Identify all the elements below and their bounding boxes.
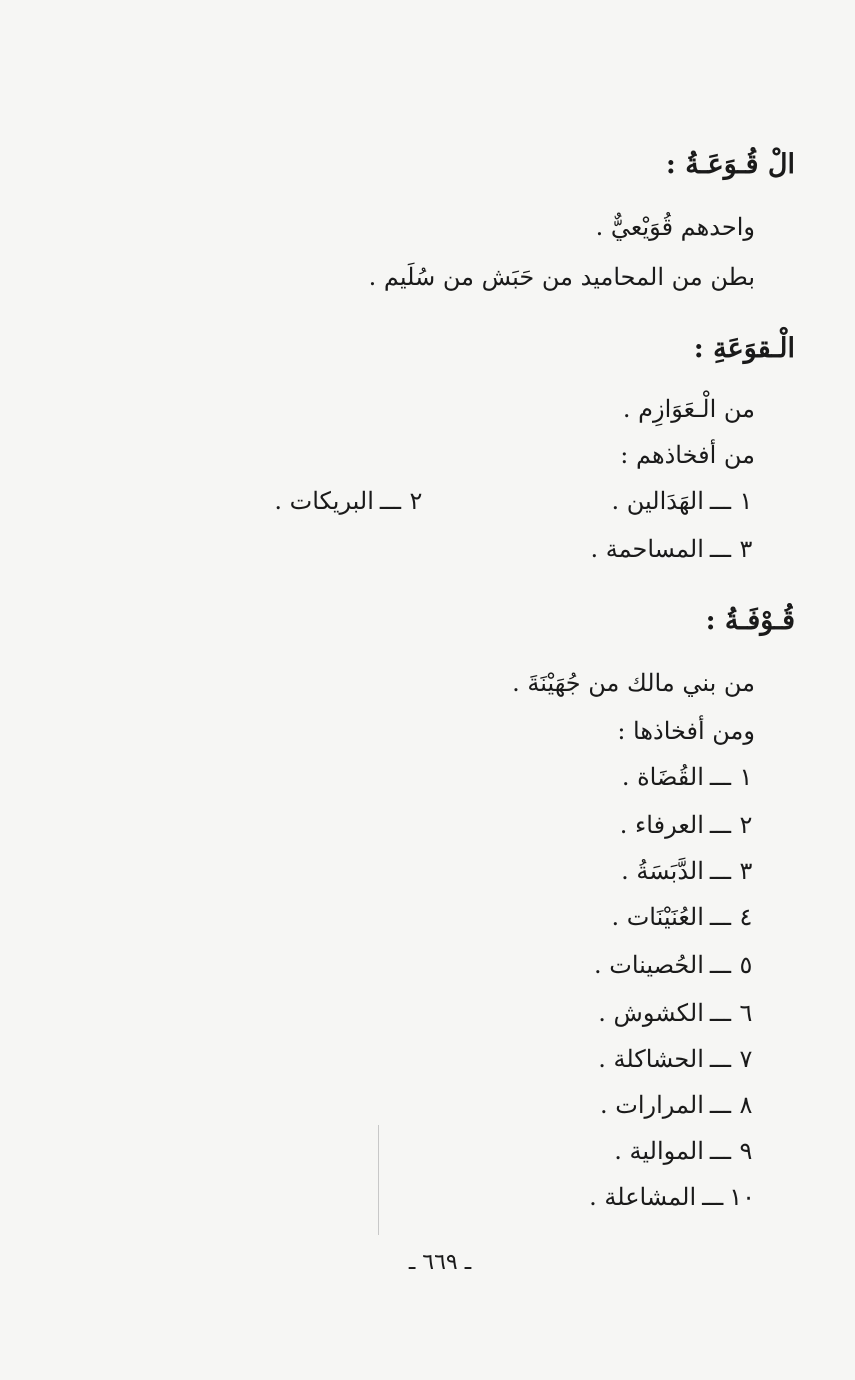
list-item <box>589 1182 755 1212</box>
item-text: العُنَيْنَات . <box>611 903 704 931</box>
item-dash: ـــ <box>709 535 731 563</box>
item-number: ٣ <box>739 857 753 885</box>
item-dash: ـــ <box>709 999 731 1027</box>
item-text: القُضَاة . <box>621 763 704 791</box>
item-text: الهَدَالين . <box>611 487 704 515</box>
item-number: ١ <box>739 487 753 515</box>
list-item <box>598 1044 755 1074</box>
item-number: ٢ <box>409 487 423 515</box>
item-number: ٢ <box>739 811 753 839</box>
item-dash: ـــ <box>709 903 731 931</box>
item-number: ٩ <box>739 1137 753 1165</box>
item-number: ٣ <box>739 535 753 563</box>
entry-line: ومن أفخاذها : <box>617 717 755 745</box>
item-dash: ـــ <box>379 487 401 515</box>
entry-line: بطن من المحاميد من حَبَش من سُلَيم . <box>368 263 755 291</box>
item-dash: ـــ <box>709 951 731 979</box>
list-item <box>600 1090 755 1120</box>
item-text: العرفاء . <box>619 811 704 839</box>
item-text: الحشاكلة . <box>598 1045 704 1073</box>
item-text: الدَّبَسَةُ . <box>621 857 704 885</box>
entry-heading-alquwaa: الْـقوَعَةِ : <box>693 333 795 364</box>
item-number: ٤ <box>739 903 753 931</box>
entry-line: من الْـعَوَازِم . <box>622 395 755 423</box>
item-dash: ـــ <box>709 487 731 515</box>
item-dash: ـــ <box>702 1183 724 1211</box>
item-text: المرارات . <box>600 1091 704 1119</box>
item-number: ٦ <box>739 999 753 1027</box>
list-item <box>622 762 755 792</box>
item-dash: ـــ <box>709 857 731 885</box>
item-number: ٨ <box>739 1091 753 1119</box>
list-item <box>612 486 755 516</box>
entry-line: من أفخاذهم : <box>620 441 755 469</box>
list-item <box>274 486 425 516</box>
entry-heading-qawfa: قُـوْفَـةُ : <box>705 605 795 636</box>
entry-heading-quwaa: الْ قُـوَعَـةُ : <box>665 149 795 180</box>
entry-line: من بني مالك من جُهَيْنَةَ . <box>512 669 755 697</box>
list-item <box>621 856 755 886</box>
item-dash: ـــ <box>709 1091 731 1119</box>
item-text: الحُصينات . <box>593 951 704 979</box>
item-text: المشاعلة . <box>589 1183 697 1211</box>
list-item <box>611 902 755 932</box>
item-dash: ـــ <box>709 811 731 839</box>
gutter-line <box>378 1125 379 1235</box>
item-number: ٥ <box>739 951 753 979</box>
item-number: ٧ <box>739 1045 753 1073</box>
list-item <box>590 534 755 564</box>
item-number: ١٠ <box>729 1183 755 1211</box>
list-item <box>594 950 755 980</box>
entry-line: واحدهم قُوَيْعيٌّ . <box>595 213 755 241</box>
item-text: الموالية . <box>614 1137 704 1165</box>
item-dash: ـــ <box>709 1137 731 1165</box>
item-text: المساحمة . <box>590 535 704 563</box>
list-item <box>620 810 755 840</box>
item-dash: ـــ <box>709 763 731 791</box>
item-text: البريكات . <box>274 487 374 515</box>
page-number: ـ ٦٦٩ ـ <box>408 1250 472 1275</box>
item-dash: ـــ <box>709 1045 731 1073</box>
item-text: الكشوش . <box>598 999 704 1027</box>
list-item <box>614 1136 755 1166</box>
list-item <box>598 998 755 1028</box>
item-number: ١ <box>739 763 753 791</box>
